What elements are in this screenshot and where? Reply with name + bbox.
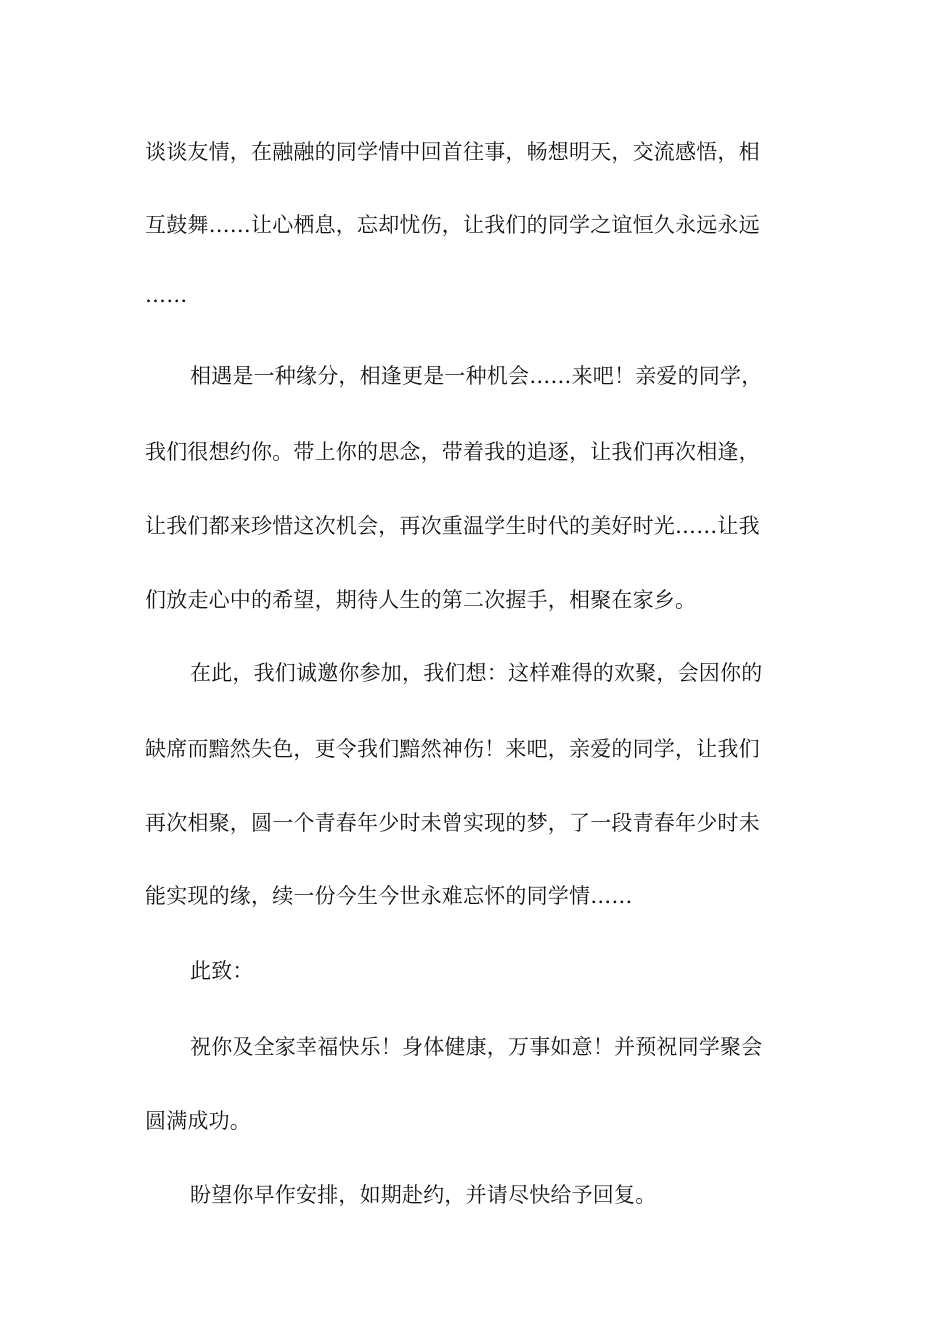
text-line: 在此，我们诚邀你参加，我们想：这样难得的欢聚，会因你的 — [190, 661, 763, 685]
text-line: 祝你及全家幸福快乐！身体健康，万事如意！并预祝同学聚会 — [190, 1035, 763, 1059]
text-line: 我们很想约你。带上你的思念，带着我的追逐，让我们再次相逢， — [145, 440, 760, 464]
text-line: 谈谈友情，在融融的同学情中回首往事，畅想明天，交流感悟，相 — [145, 140, 760, 164]
text-line: 能实现的缘，续一份今生今世永难忘怀的同学情…… — [145, 884, 633, 908]
text-line: 让我们都来珍惜这次机会，再次重温学生时代的美好时光……让我 — [145, 514, 760, 538]
text-line: 此致： — [190, 959, 254, 983]
text-line: 再次相聚，圆一个青春年少时未曾实现的梦，了一段青春年少时未 — [145, 811, 760, 835]
text-line: 圆满成功。 — [145, 1109, 251, 1133]
text-line: …… — [145, 283, 188, 307]
text-line: 盼望你早作安排，如期赴约，并请尽快给予回复。 — [190, 1183, 657, 1207]
text-line: 们放走心中的希望，期待人生的第二次握手，相聚在家乡。 — [145, 588, 697, 612]
text-line: 相遇是一种缘分，相逢更是一种机会……来吧！亲爱的同学， — [190, 364, 763, 388]
text-line: 缺席而黯然失色，更令我们黯然神伤！来吧，亲爱的同学，让我们 — [145, 737, 760, 761]
text-line: 互鼓舞……让心栖息，忘却忧伤，让我们的同学之谊恒久永远永远 — [145, 213, 760, 237]
